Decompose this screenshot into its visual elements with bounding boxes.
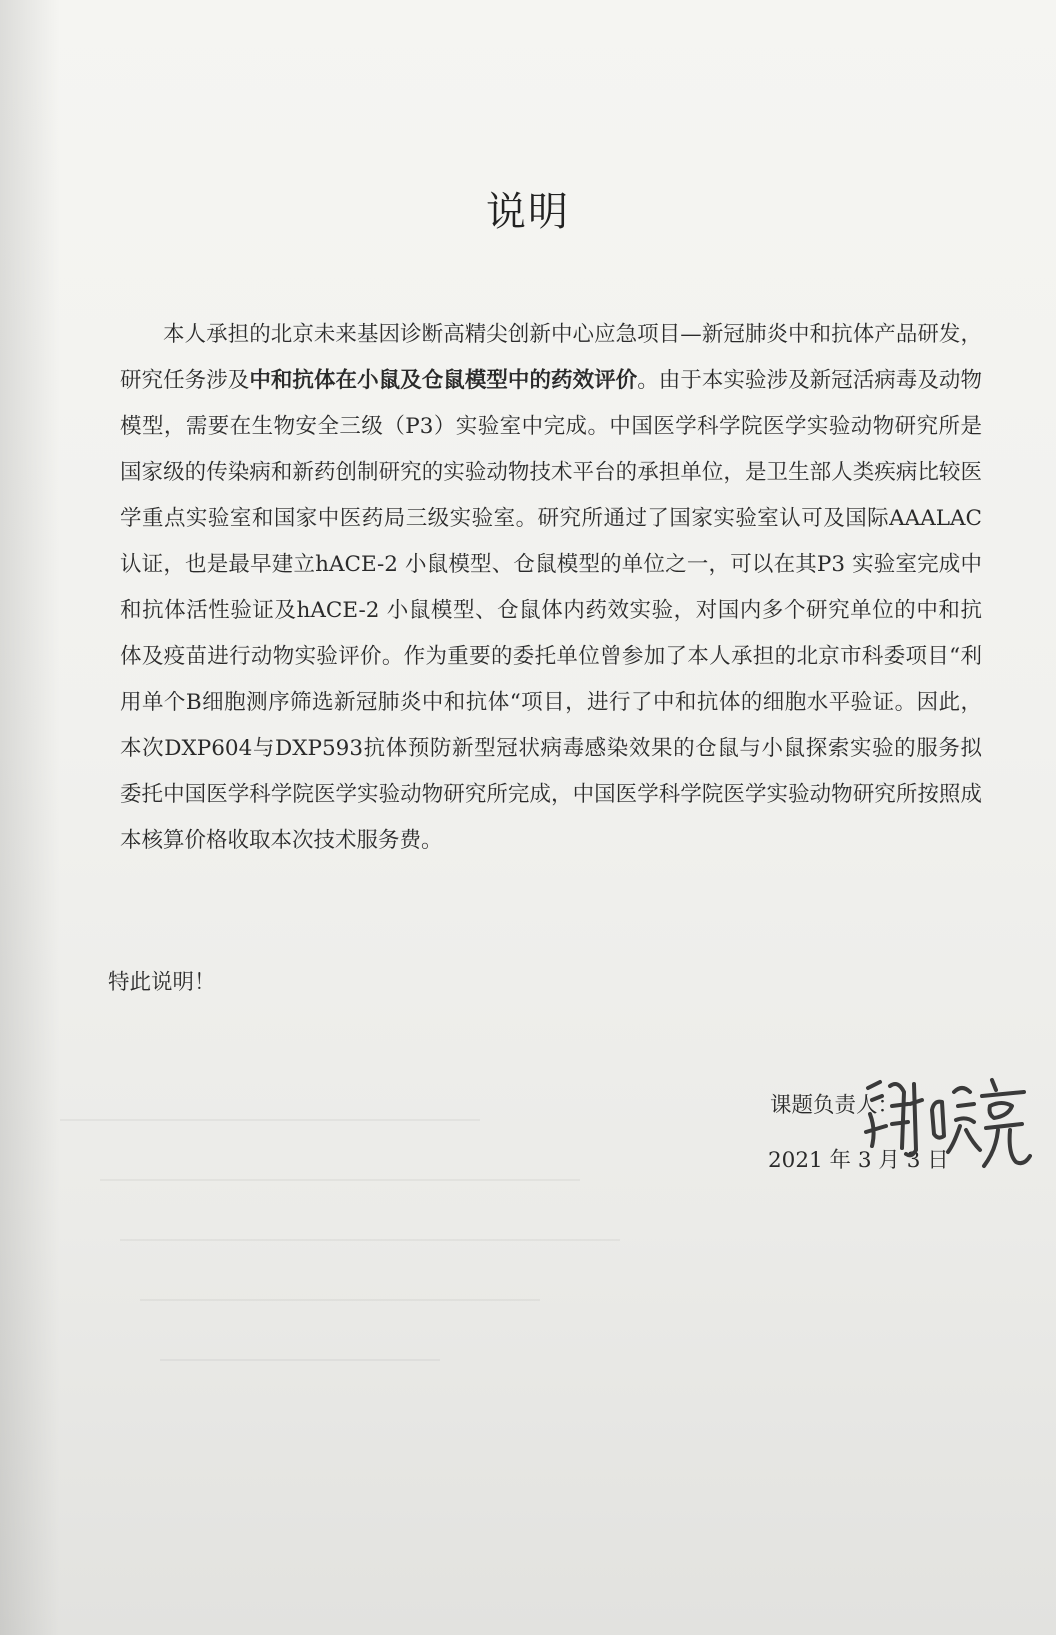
document-title: 说明 — [486, 189, 570, 235]
body-text-suffix: 。由于本实验涉及新冠活病毒及动物模型，需要在生物安全三级（P3）实验室中完成。中国医学科学院医学实验动物研究所是国家级的传染病和新药创制研究的实验动物技术平台的承担单位，是卫生部人类疾病比较医学重点实验室和国家中医药局三级实验室。研究所通过了国家实验室认可及国际AAALAC 认证，也是最早建立hACE-2 小鼠模型、仓鼠模型的单位之一，可以在其P3 实验室完成中和抗体活性验证及hACE-2 小鼠模型、仓鼠体内药效实验，对国内多个研究单位的中和抗体及疫苗进行动物实验评价。作为重要的委托单位曾参加了本人承担的北京市科委项目“利用单个B细胞测序筛选新冠肺炎中和抗体“项目，进行了中和抗体的细胞水平验证。因此，本次DXP604与DXP593抗体预防新型冠状病毒感染效果的仓鼠与小鼠探索实验的服务拟委托中国医学科学院医学实验动物研究所完成，中国医学科学院医学实验动物研究所按照成本核算价格收取本次技术服务费。 — [120, 368, 982, 853]
closing-remark: 特此说明！ — [108, 970, 216, 995]
page-shadow — [0, 0, 60, 1635]
handwritten-signature — [862, 1070, 1032, 1180]
body-text-prefix: 本人承担的北京未来基因诊断高精尖创新中心应急项目—新冠肺炎中和抗体产品研发，研究任务涉及 — [120, 322, 982, 393]
bleed-through-decoration — [60, 1100, 660, 1400]
document-body — [120, 312, 982, 864]
body-text-bold: 中和抗体在小鼠及仓鼠模型中的药效评价 — [249, 368, 638, 393]
document-date: 2021 年 3 月 3 日 — [768, 1148, 949, 1173]
signer-label: 课题负责人： — [770, 1093, 900, 1118]
